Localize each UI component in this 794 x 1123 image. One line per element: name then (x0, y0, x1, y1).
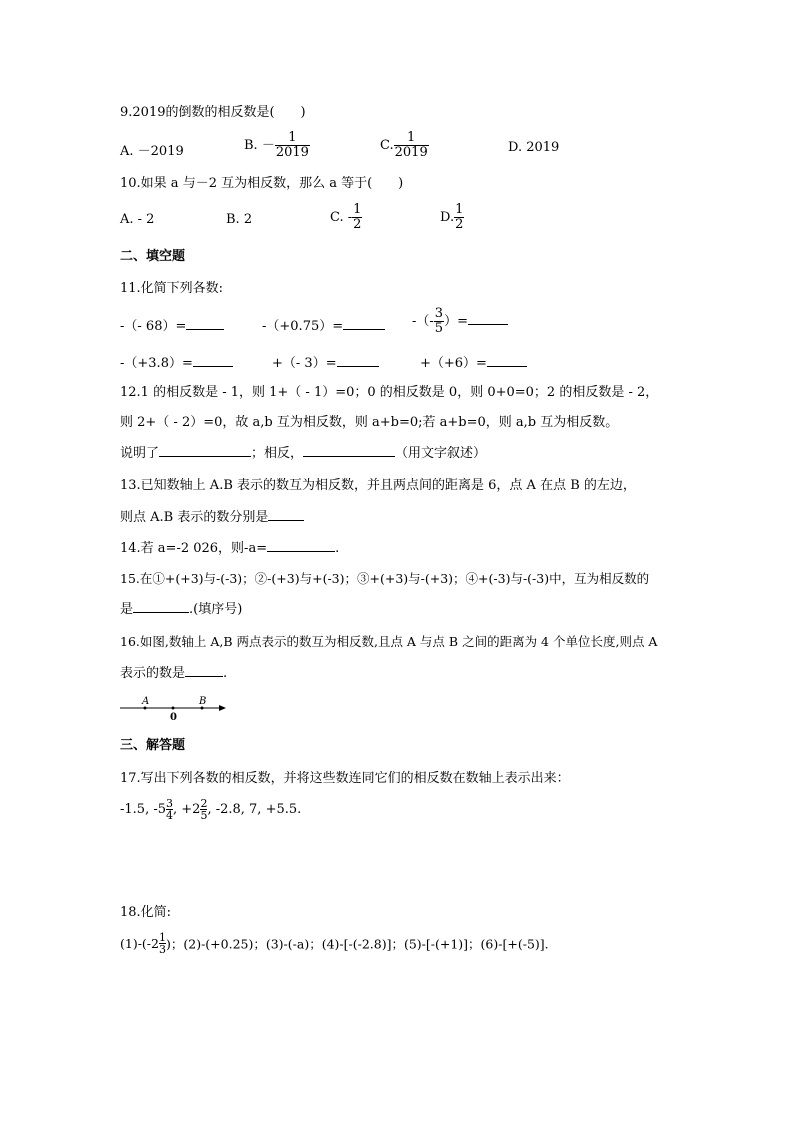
q9-c-prefix: C. (380, 138, 394, 153)
q13-line-1: 13.已知数轴上 A.B 表示的数互为相反数，并且两点间的距离是 6，点 A 在点 B 的左边， (120, 478, 636, 493)
q11-item-6: +（+6）= (420, 352, 527, 371)
answer-blank[interactable] (303, 444, 395, 457)
q9-option-d: D. 2019 (508, 140, 560, 155)
q10-c-fraction: $\frac{1}{2}$ (353, 202, 362, 232)
answer-blank[interactable] (268, 508, 304, 521)
q17-mixed-1-fraction: $\frac{3}{4}$ (166, 797, 173, 822)
q11-item-1: -（- 68）= (120, 315, 224, 334)
origin-label: 0 (170, 712, 177, 722)
answer-blank[interactable] (487, 354, 527, 367)
q9-option-a: A. －2019 (120, 144, 184, 159)
q9-option-c (380, 131, 429, 160)
q9-c-fraction: $\frac{1}{2019}$ (394, 130, 428, 160)
section-heading-solve: 三、解答题 (120, 738, 186, 753)
q16-line-2: 表示的数是 . (120, 666, 228, 681)
answer-blank[interactable] (267, 539, 335, 552)
answer-blank[interactable] (193, 354, 233, 367)
q10-d-fraction: $\frac{1}{2}$ (455, 202, 464, 232)
q17-numbers: -1.5, -5 $\frac{3}{4}$ , +2 $\frac{2}{5}$ , -2.8, 7, +5.5. (120, 797, 302, 822)
q18-items: (1)-(-2 $\frac{1}{3}$ )；(2)-(+0.25)；(3)-(-a)；(4)-[-(-2.8)]；(5)-[-(+1)]；(6)-[+(-5)]. (120, 931, 549, 956)
answer-blank[interactable] (186, 317, 224, 330)
q9-stem: 9.2019的倒数的相反数是( ) (120, 105, 306, 120)
point-b-label: B (199, 696, 207, 707)
q18-mixed-fraction: $\frac{1}{3}$ (158, 931, 166, 956)
q15-line-2: 是 .(填序号) (120, 602, 243, 617)
q11-item-3-fraction: $\frac{3}{5}$ (434, 306, 444, 336)
answer-blank[interactable] (133, 600, 189, 613)
answer-blank[interactable] (185, 664, 223, 677)
q18-stem: 18.化简: (120, 905, 172, 920)
q10-option-c (330, 203, 362, 232)
q17-stem: 17.写出下列各数的相反数，并将这些数连同它们的相反数在数轴上表示出来： (120, 771, 570, 786)
q12-line-3: 说明了 ；相反， （用文字叙述） (120, 446, 487, 461)
answer-blank[interactable] (337, 354, 379, 367)
q10-c-prefix: C. - (330, 210, 353, 225)
q11-item-4: -（+3.8）= (120, 352, 233, 371)
q11-item-2: -（+0.75）= (262, 315, 385, 334)
point-a-label: A (142, 696, 150, 707)
arrow-right-icon (219, 705, 226, 711)
q11-item-3: -（- $\frac{3}{5}$ ）= (412, 307, 508, 336)
q13-line-2: 则点 A.B 表示的数分别是 (120, 508, 304, 527)
q10-d-prefix: D. (440, 210, 455, 225)
q10-stem: 10.如果 a 与－2 互为相反数，那么 a 等于( ) (120, 176, 404, 191)
q10-option-d (440, 203, 464, 232)
answer-blank[interactable] (468, 312, 508, 325)
answer-blank[interactable] (159, 444, 251, 457)
q9-option-b (244, 131, 310, 160)
section-heading-fill-in: 二、填空题 (120, 249, 186, 264)
q14: 14.若 a=-2 026，则-a= . (120, 541, 340, 556)
q11-item-5: +（- 3）= (272, 352, 379, 371)
q17-mixed-2-fraction: $\frac{2}{5}$ (200, 797, 208, 822)
origin-dot (172, 707, 175, 710)
q9-b-prefix: B. － (244, 138, 275, 153)
q10-option-b: B. 2 (226, 212, 253, 227)
answer-blank[interactable] (343, 317, 385, 330)
q9-b-fraction: $\frac{1}{2019}$ (275, 130, 309, 160)
q12-line-1: 12.1 的相反数是 - 1，则 1+（ - 1）=0；0 的相反数是 0，则 0+0=0；2 的相反数是 - 2， (120, 385, 659, 400)
q12-line-2: 则 2+（ - 2）=0，故 a,b 互为相反数，则 a+b=0;若 a+b=0，则 a,b 互为相反数。 (120, 415, 619, 430)
q11-stem: 11.化简下列各数: (120, 281, 224, 296)
q15-line-1: 15.在①+(+3)与-(-3)；②-(+3)与+(-3)；③+(+3)与-(+3)；④+(-3)与-(-3)中，互为相反数的 (120, 571, 650, 586)
number-line-figure (118, 692, 230, 722)
q10-option-a: A. - 2 (120, 212, 155, 227)
q16-line-1: 16.如图,数轴上 A,B 两点表示的数互为相反数,且点 A 与点 B 之间的距离为 4 个单位长度,则点 A (120, 634, 658, 649)
